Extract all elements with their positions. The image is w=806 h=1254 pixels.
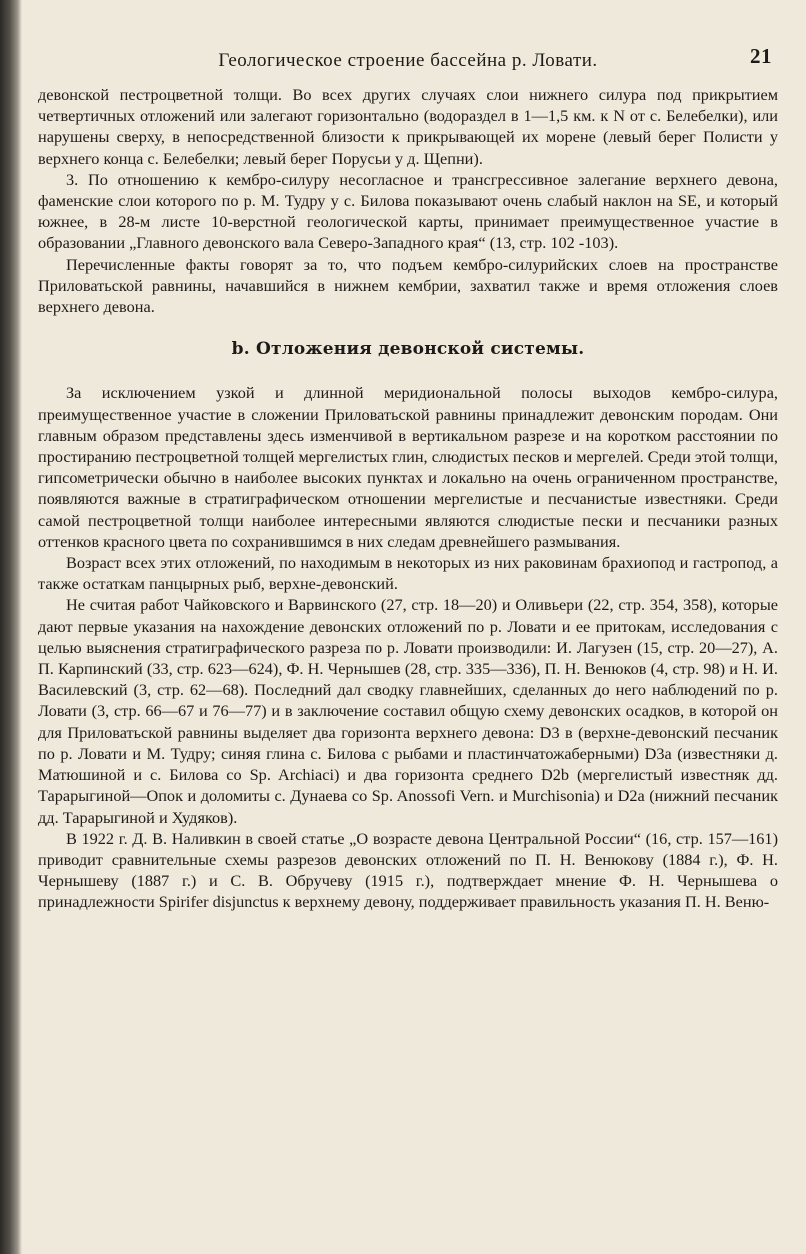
paragraph: Не считая работ Чайковского и Варвинского (27, стр. 18—20) и Оливьери (22, стр. 354, 358), которые дают первые указания на нахождение девонских отложений по р. Ловати и ее притокам, исследования с целью выяснения стратиграфического разреза по р. Ловати производили: И. Лагузен (15, стр. 20—27), А. П. Карпинский (33, стр. 623—624), Ф. Н. Чернышев (28, стр. 335—336), П. Н. Венюков (4, стр. 98) и Н. И. Василевский (3, стр. 62—68). Последний дал сводку главнейших, сделанных до него наблюдений по р. Ловати (3, стр. 66—67 и 76—77) и в заключение составил общую схему девонских осадков, в которой он для Приловатьской равнины выделяет два горизонта верхнего девона: D3 в (верхне-девонский песчаник по р. Ловати и М. Тудру; синяя глина с. Билова с рыбами и пластинчатожаберными) D3a (известняки д. Матюшиной и с. Билова со Sp. Archiaci) и два горизонта среднего D2b (мергелистый известняк дд. Тарарыгиной—Опок и доломиты с. Дунаева со Sp. Anossofi Vern. и Murchisonia) и D2a (нижний песчаник дд. Тарарыгиной и Худяков).	[38, 595, 778, 827]
paragraph: За исключением узкой и длинной меридиональной полосы выходов кембро-силура, преимущественное участие в сложении Приловатьской равнины принадлежит девонским породам. Они главным образом представлены здесь изменчивой в вертикальном разрезе и на коротком расстоянии по простиранию пестроцветной толщей мергелистых глин, слюдистых песков и мергелей. Среди этой толщи, гипсометрически обычно в наиболее высоких пунктах и локально на очень ограниченном пространстве, появляются важные в стратиграфическом отношении мергелистые и песчанистые известняки. Среди самой пестроцветной толщи наиболее интересными являются слюдистые пески и песчаники разных оттенков красного цвета по сохранившимся в них следам древнейшего размывания.	[38, 383, 778, 551]
page-header	[38, 40, 778, 84]
page-body	[38, 84, 778, 913]
book-spine-shadow	[0, 0, 22, 1254]
paragraph: Возраст всех этих отложений, по находимым в некоторых из них раковинам брахиопод и гастропод, а также остаткам панцырных рыб, верхне-девонский.	[38, 553, 778, 594]
page-number: 21	[750, 44, 772, 68]
paragraph: девонской пестроцветной толщи. Во всех других случаях слои нижнего силура под прикрытием четвертичных отложений или залегают горизонтально (водораздел в 1—1,5 км. к N от с. Белебелки), или нарушены сверху, в непосредственной близости к прикрывающей их морене (левый берег Полисти у верхнего конца с. Белебелки; левый берег Порусьи у д. Щепни).	[38, 85, 778, 168]
section-heading: b. Отложения девонской системы.	[231, 339, 585, 360]
paragraph: Перечисленные факты говорят за то, что подъем кембро-силурийских слоев на пространстве Приловатьской равнины, начавшийся в нижнем кембрии, захватил также и время отложения слоев верхнего девона.	[38, 254, 778, 317]
running-title: Геологическое строение бассейна р. Ловати.	[218, 50, 598, 71]
paragraph: В 1922 г. Д. В. Наливкин в своей статье „О возрасте девона Центральной России“ (16, стр. 157—161) приводит сравнительные схемы разрезов девонских отложений по П. Н. Венюкову (1884 г.), Ф. Н. Чернышеву (1887 г.) и С. В. Обручеву (1915 г.), подтверждает мнение Ф. Н. Чернышева о принадлежности Spirifer disjunctus к верхнему девону, поддерживает правильность указания П. Н. Веню-	[38, 828, 778, 912]
paragraph: 3. По отношению к кембро-силуру несогласное и трансгрессивное залегание верхнего девона, фаменские слои которого по р. М. Тудру у с. Билова показывают очень слабый наклон на SE, и который южнее, в 28-м листе 10-верстной геологической карты, принимает преимущественное участие в образовании „Главного девонского вала Северо-Западного края“ (13, стр. 102 -103).	[38, 169, 778, 253]
document-page	[38, 40, 778, 1240]
